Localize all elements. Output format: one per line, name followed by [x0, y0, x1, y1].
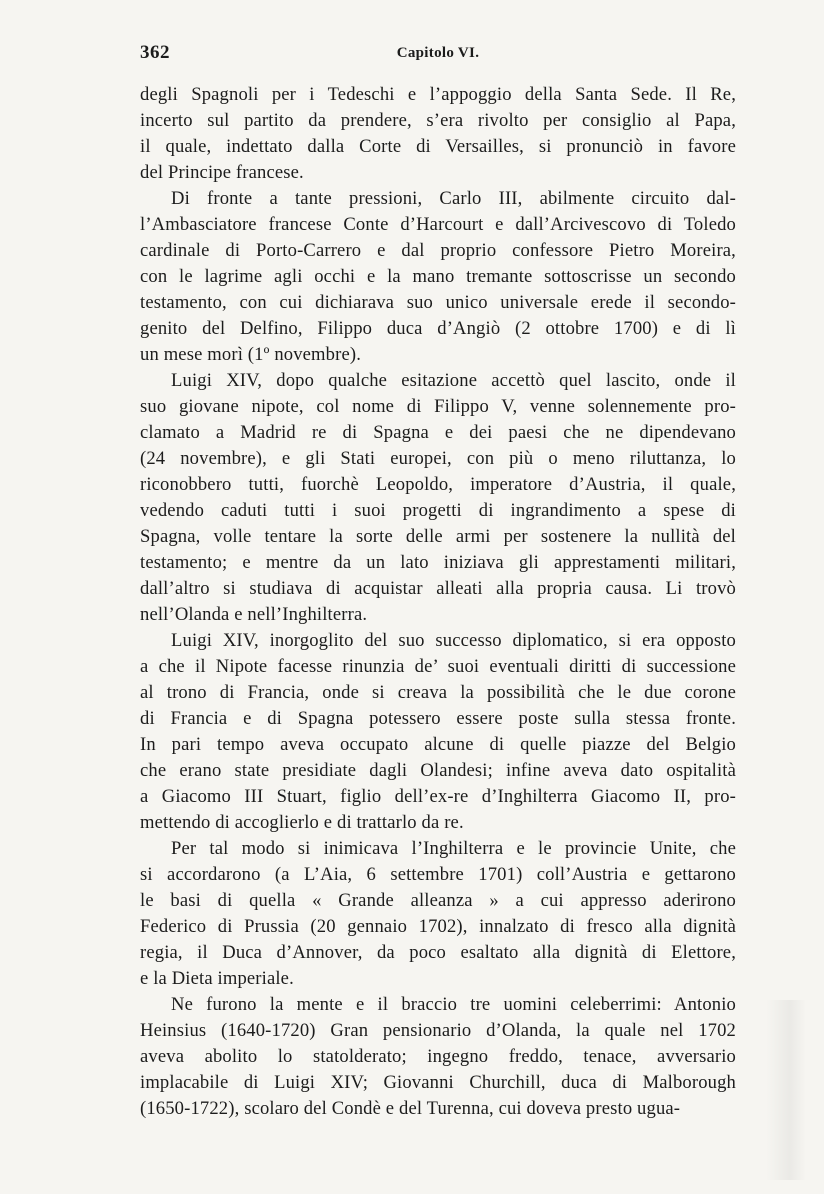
text-line: implacabile di Luigi XIV; Giovanni Churchill, duca di Malborough	[140, 1072, 736, 1093]
page-header	[140, 42, 736, 66]
text-line: un mese morì (1º novembre).	[140, 344, 362, 365]
text-line: testamento, con cui dichiarava suo unico universale erede il secondo-	[140, 292, 736, 313]
text-line: Spagna, volle tentare la sorte delle armi per sostenere la nullità del	[140, 526, 736, 547]
text-line: il quale, indettato dalla Corte di Versailles, si pronunciò in favore	[140, 136, 736, 157]
text-line: Di fronte a tante pressioni, Carlo III, abilmente circuito dal-	[171, 188, 736, 209]
text-line: mettendo di accoglierlo e di trattarlo da re.	[140, 812, 464, 833]
text-line: di Francia e di Spagna potessero essere poste sulla stessa fronte.	[140, 708, 736, 729]
paragraph	[140, 628, 736, 836]
text-line: Heinsius (1640-1720) Gran pensionario d’Olanda, la quale nel 1702	[140, 1020, 736, 1041]
text-line: (24 novembre), e gli Stati europei, con più o meno riluttanza, lo	[140, 448, 736, 469]
paragraph	[140, 186, 736, 368]
text-line: del Principe francese.	[140, 162, 304, 183]
text-line: e la Dieta imperiale.	[140, 968, 294, 989]
scan-shadow	[766, 1000, 806, 1180]
text-line: aveva abolito lo statolderato; ingegno freddo, tenace, avversario	[140, 1046, 736, 1067]
text-line: a che il Nipote facesse rinunzia de’ suoi eventuali diritti di successione	[140, 656, 736, 677]
text-line: vedendo caduti tutti i suoi progetti di ingrandimento a spese di	[140, 500, 736, 521]
text-line: cardinale di Porto-Carrero e dal proprio confessore Pietro Moreira,	[140, 240, 736, 261]
running-head: Capitolo VI.	[396, 45, 480, 61]
text-line: Federico di Prussia (20 gennaio 1702), innalzato di fresco alla dignità	[140, 916, 736, 937]
text-line: riconobbero tutti, fuorchè Leopoldo, imperatore d’Austria, il quale,	[140, 474, 736, 495]
text-line: con le lagrime agli occhi e la mano tremante sottoscrisse un secondo	[140, 266, 736, 287]
text-line: Ne furono la mente e il braccio tre uomini celeberrimi: Antonio	[171, 994, 736, 1015]
text-line: a Giacomo III Stuart, figlio dell’ex-re d’Inghilterra Giacomo II, pro-	[140, 786, 736, 807]
text-line: clamato a Madrid re di Spagna e dei paesi che ne dipendevano	[140, 422, 736, 443]
text-line: che erano state presidiate dagli Olandesi; infine aveva dato ospitalità	[140, 760, 736, 781]
page-number: 362	[140, 42, 170, 63]
text-line: testamento; e mentre da un lato iniziava gli apprestamenti militari,	[140, 552, 736, 573]
text-line: si accordarono (a L’Aia, 6 settembre 1701) coll’Austria e gettarono	[140, 864, 736, 885]
text-line: l’Ambasciatore francese Conte d’Harcourt e dall’Arcivescovo di Toledo	[140, 214, 736, 235]
text-line: incerto sul partito da prendere, s’era rivolto per consiglio al Papa,	[140, 110, 736, 131]
text-line: nell’Olanda e nell’Inghilterra.	[140, 604, 368, 625]
text-line: le basi di quella « Grande alleanza » a cui appresso aderirono	[140, 890, 736, 911]
text-line: In pari tempo aveva occupato alcune di quelle piazze del Belgio	[140, 734, 736, 755]
paragraph	[140, 836, 736, 992]
paragraph	[140, 992, 736, 1122]
text-line: Luigi XIV, inorgoglito del suo successo diplomatico, si era opposto	[171, 630, 736, 651]
paragraph	[140, 368, 736, 628]
text-line: degli Spagnoli per i Tedeschi e l’appoggio della Santa Sede. Il Re,	[140, 84, 736, 105]
text-line: suo giovane nipote, col nome di Filippo V, venne solennemente pro-	[140, 396, 736, 417]
text-line: dall’altro si studiava di acquistar alleati alla propria causa. Li trovò	[140, 578, 736, 599]
text-line: al trono di Francia, onde si creava la possibilità che le due corone	[140, 682, 736, 703]
text-line: Per tal modo si inimicava l’Inghilterra e le provincie Unite, che	[171, 838, 736, 859]
paragraph	[140, 82, 736, 186]
body-text	[140, 82, 736, 1122]
text-line: regia, il Duca d’Annover, da poco esaltato alla dignità di Elettore,	[140, 942, 736, 963]
text-line: Luigi XIV, dopo qualche esitazione accettò quel lascito, onde il	[171, 370, 736, 391]
text-line: (1650-1722), scolaro del Condè e del Turenna, cui doveva presto ugua-	[140, 1098, 681, 1119]
text-line: genito del Delfino, Filippo duca d’Angiò (2 ottobre 1700) e di lì	[140, 318, 736, 339]
